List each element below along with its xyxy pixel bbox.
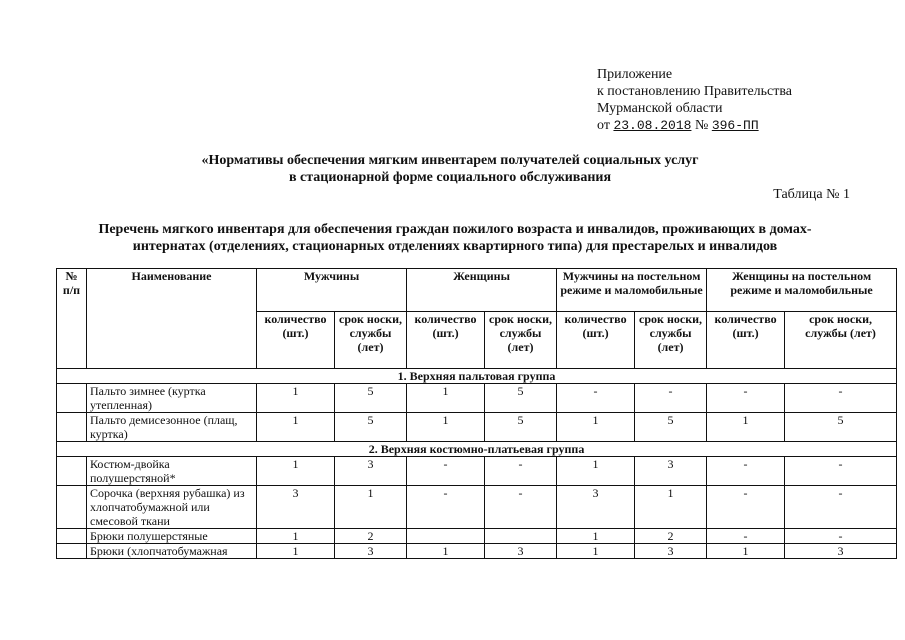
cell-women-bed-qty: - [707,486,785,529]
norms-table [56,268,897,559]
cell-men-bed-term: 3 [635,544,707,559]
appendix-date-line [597,117,792,134]
cell-women-bed-term: - [785,384,897,413]
cell-women-term: 5 [485,413,557,442]
cell-men-bed-qty: 1 [557,529,635,544]
cell-women-bed-term: - [785,529,897,544]
cell-name: Пальто демисезонное (плащ, куртка) [87,413,257,442]
section-title: 1. Верхняя пальтовая группа [57,369,897,384]
cell-men-term: 1 [335,486,407,529]
cell-women-bed-term: - [785,486,897,529]
cell-women-bed-term: 3 [785,544,897,559]
header-men: Мужчины [257,269,407,312]
table-row [57,413,897,442]
document-title-line-1: «Нормативы обеспечения мягким инвентарем получателей социальных услуг [201,153,699,168]
cell-num [57,457,87,486]
cell-name: Пальто зимнее (куртка утепленная) [87,384,257,413]
appendix-block [597,66,792,134]
document-title-line-2: в стационарной форме социального обслуживания [288,170,612,185]
appendix-line-3: Мурманской области [597,101,723,116]
table-number: Таблица № 1 [773,187,850,202]
cell-women-term: 5 [485,384,557,413]
cell-name: Сорочка (верхняя рубашка) из хлопчатобумажной или смесовой ткани [87,486,257,529]
cell-men-qty: 1 [257,544,335,559]
header-women-bed: Женщины на постельном режиме и маломобильные [707,269,897,312]
document-title [60,152,840,186]
cell-num [57,544,87,559]
cell-women-term [485,529,557,544]
cell-women-qty: - [407,486,485,529]
cell-men-bed-qty: 1 [557,457,635,486]
header-num: № п/п [57,269,87,369]
appendix-number: 396-ПП [711,118,759,133]
cell-name: Брюки (хлопчатобумажная [87,544,257,559]
table-caption [40,221,870,255]
header-men-bed: Мужчины на постельном режиме и маломобильные [557,269,707,312]
header-term: срок носки, службы (лет) [335,312,407,369]
cell-men-bed-term: 3 [635,457,707,486]
cell-women-bed-qty: 1 [707,413,785,442]
cell-men-term: 3 [335,457,407,486]
cell-women-qty: 1 [407,544,485,559]
appendix-line-2: к постановлению Правительства [597,84,793,99]
table-row [57,544,897,559]
cell-men-qty: 1 [257,384,335,413]
section-title: 2. Верхняя костюмно-платьевая группа [57,442,897,457]
section-row [57,442,897,457]
table-row [57,457,897,486]
cell-men-qty: 3 [257,486,335,529]
appendix-from-label: от [597,118,610,133]
cell-women-term: 3 [485,544,557,559]
header-name: Наименование [87,269,257,369]
cell-women-bed-term: 5 [785,413,897,442]
table-caption-line-1: Перечень мягкого инвентаря для обеспечения граждан пожилого возраста и инвалидов, проживающих в домах- [98,222,812,237]
header-qty: количество (шт.) [407,312,485,369]
cell-men-bed-qty: - [557,384,635,413]
cell-men-qty: 1 [257,529,335,544]
header-qty: количество (шт.) [707,312,785,369]
cell-women-qty: 1 [407,413,485,442]
cell-men-bed-term: 2 [635,529,707,544]
cell-men-bed-qty: 1 [557,544,635,559]
appendix-line-1: Приложение [597,67,673,82]
cell-men-bed-qty: 3 [557,486,635,529]
cell-men-term: 5 [335,384,407,413]
cell-women-bed-qty: 1 [707,544,785,559]
appendix-number-label: № [694,118,709,133]
cell-men-term: 5 [335,413,407,442]
cell-women-bed-qty: - [707,384,785,413]
header-term: срок носки, службы (лет) [635,312,707,369]
header-term: срок носки, службы (лет) [485,312,557,369]
table-caption-line-2: интернатах (отделениях, стационарных отделениях квартирного типа) для престарелых и инвалидов [132,239,778,254]
header-qty: количество (шт.) [257,312,335,369]
table-row [57,486,897,529]
cell-men-term: 3 [335,544,407,559]
cell-men-bed-qty: 1 [557,413,635,442]
table-row [57,384,897,413]
cell-women-term: - [485,457,557,486]
header-qty: количество (шт.) [557,312,635,369]
cell-num [57,486,87,529]
cell-women-bed-term: - [785,457,897,486]
cell-men-term: 2 [335,529,407,544]
cell-name: Брюки полушерстяные [87,529,257,544]
header-women: Женщины [407,269,557,312]
cell-men-bed-term: 5 [635,413,707,442]
appendix-date: 23.08.2018 [613,118,692,133]
cell-num [57,529,87,544]
section-row [57,369,897,384]
cell-women-qty: - [407,457,485,486]
cell-men-qty: 1 [257,413,335,442]
header-term: срок носки, службы (лет) [785,312,897,369]
cell-men-bed-term: 1 [635,486,707,529]
cell-men-qty: 1 [257,457,335,486]
cell-num [57,384,87,413]
cell-num [57,413,87,442]
cell-women-term: - [485,486,557,529]
cell-women-qty [407,529,485,544]
cell-women-bed-qty: - [707,457,785,486]
table-row [57,529,897,544]
cell-men-bed-term: - [635,384,707,413]
cell-women-bed-qty: - [707,529,785,544]
cell-name: Костюм-двойка полушерстяной* [87,457,257,486]
cell-women-qty: 1 [407,384,485,413]
